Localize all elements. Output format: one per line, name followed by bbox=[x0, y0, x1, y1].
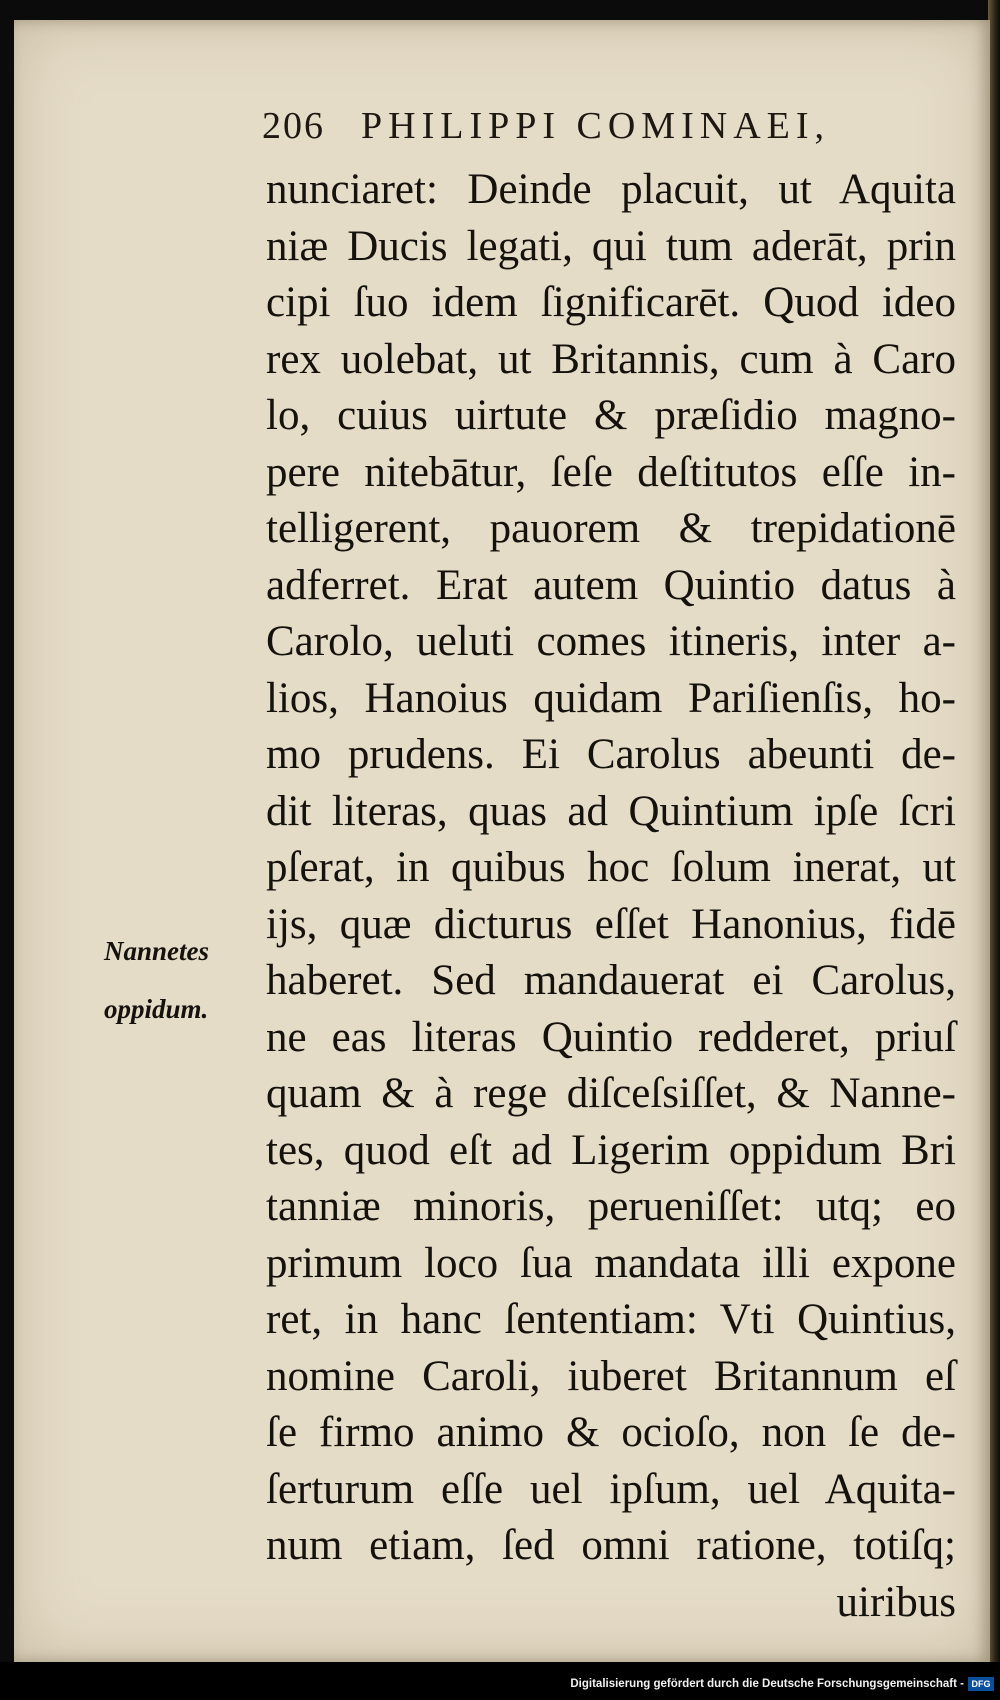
text-line: ſe firmo animo & ocioſo, non ſe de- bbox=[266, 1409, 956, 1456]
funding-credit: Digitalisierung gefördert durch die Deutsche Forschungsgemeinschaft - bbox=[570, 1678, 964, 1690]
text-line: nunciaret: Deinde placuit, ut Aquita bbox=[266, 166, 956, 213]
text-line: quam & à rege diſceſsiſſet, & Nanne- bbox=[266, 1070, 956, 1117]
text-line: ne eas literas Quintio redderet, priuſ bbox=[266, 1013, 956, 1061]
text-line: rex uolebat, ut Britannis, cum à Caro bbox=[266, 335, 956, 383]
body-text bbox=[266, 162, 956, 1631]
text-line: adferret. Erat autem Quintio datus à bbox=[266, 561, 956, 609]
text-line: niæ Ducis legati, qui tum aderāt, prin bbox=[266, 222, 956, 270]
text-line: ijs, quæ dicturus eſſet Hanonius, fidē bbox=[266, 900, 956, 948]
page-number: 206 bbox=[262, 105, 325, 147]
text-line: cipi ſuo idem ſignificarēt. Quod ideo bbox=[266, 279, 956, 326]
text-line: lios, Hanoius quidam Pariſienſis, ho- bbox=[266, 674, 956, 722]
dfg-logo: DFG bbox=[968, 1677, 994, 1691]
text-line: num etiam, ſed omni ratione, totiſq; bbox=[266, 1522, 956, 1569]
footer-bar bbox=[0, 1662, 1000, 1700]
text-line: telligerent, pauorem & trepidationē bbox=[266, 505, 956, 552]
running-header bbox=[262, 104, 942, 156]
running-title: PHILIPPI COMINAEI, bbox=[361, 105, 830, 147]
margin-note-line: oppidum. bbox=[104, 994, 209, 1024]
text-line: ret, in hanc ſententiam: Vti Quintius, bbox=[266, 1296, 956, 1343]
text-line: nomine Caroli, iuberet Britannum eſ bbox=[266, 1352, 956, 1400]
margin-note bbox=[104, 922, 254, 1038]
text-line: primum loco ſua mandata illi expone bbox=[266, 1239, 956, 1287]
text-line: mo prudens. Ei Carolus abeunti de- bbox=[266, 731, 956, 778]
text-line: haberet. Sed mandauerat ei Carolus, bbox=[266, 957, 956, 1004]
text-line: pere nitebātur, ſeſe deſtitutos eſſe in- bbox=[266, 448, 956, 496]
text-line: Carolo, ueluti comes itineris, inter a- bbox=[266, 618, 956, 665]
catchword: uiribus bbox=[836, 1578, 956, 1626]
text-line: ſerturum eſſe uel ipſum, uel Aquita- bbox=[266, 1465, 956, 1513]
text-line: pſerat, in quibus hoc ſolum inerat, ut bbox=[266, 844, 956, 891]
text-line: tanniæ minoris, perueniſſet: utq; eo bbox=[266, 1183, 956, 1230]
text-line: lo, cuius uirtute & præſidio magno- bbox=[266, 392, 956, 439]
text-line: tes, quod eſt ad Ligerim oppidum Bri bbox=[266, 1126, 956, 1174]
margin-note-line: Nannetes bbox=[104, 936, 210, 966]
text-line: dit literas, quas ad Quintium ipſe ſcri bbox=[266, 787, 956, 835]
